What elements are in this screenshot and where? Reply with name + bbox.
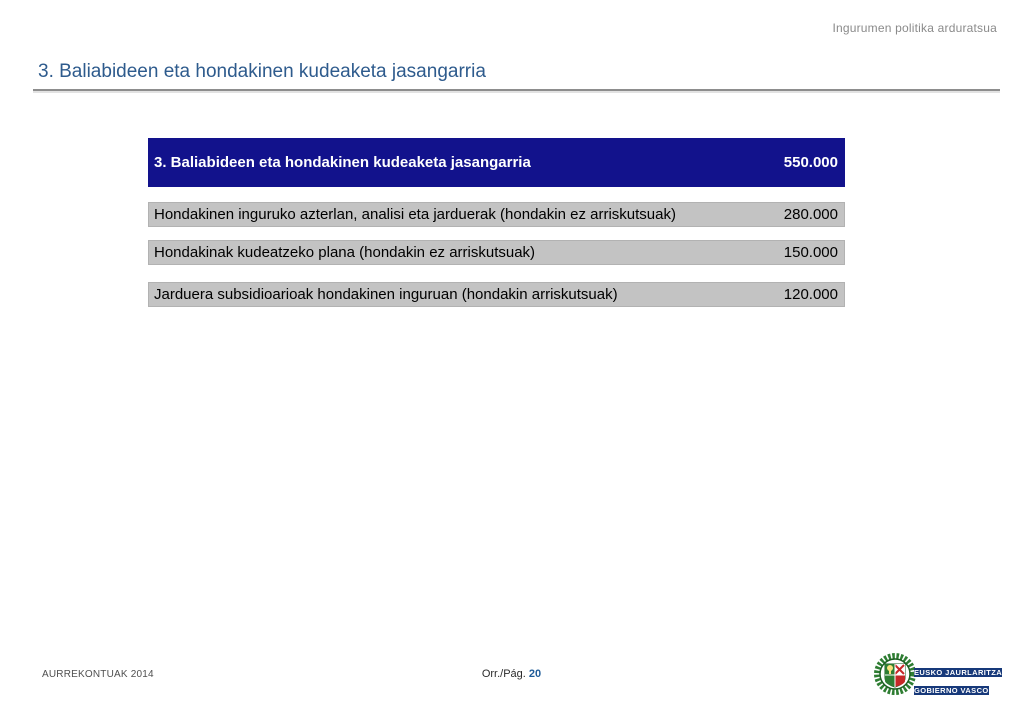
page-number: 20 xyxy=(528,668,542,680)
basque-government-logo xyxy=(873,650,1009,698)
row-label: Jarduera subsidioarioak hondakinen inguruan (hondakin arriskutsuak) xyxy=(154,286,618,303)
footer-document-name: AURREKONTUAK 2014 xyxy=(42,669,154,680)
page-number-label: Orr./Pág. xyxy=(481,668,526,680)
title-divider xyxy=(33,89,1000,93)
page-number-indicator xyxy=(0,668,1023,680)
logo-line-spanish: GOBIERNO VASCO xyxy=(914,686,989,695)
header-program-name: Ingurumen politika arduratsua xyxy=(832,21,997,35)
budget-table xyxy=(148,138,845,307)
row-value: 280.000 xyxy=(783,206,838,223)
table-header-label: 3. Baliabideen eta hondakinen kudeaketa jasangarria xyxy=(154,154,531,171)
basque-coat-of-arms-icon xyxy=(873,652,917,701)
logo-line-basque: EUSKO JAURLARITZA xyxy=(914,668,1003,677)
government-name-bars xyxy=(914,662,1009,698)
table-row xyxy=(148,240,845,265)
row-label: Hondakinak kudeatzeko plana (hondakin ez arriskutsuak) xyxy=(154,244,536,261)
table-header-value: 550.000 xyxy=(783,154,838,171)
row-value: 150.000 xyxy=(783,244,838,261)
page-title: 3. Baliabideen eta hondakinen kudeaketa jasangarria xyxy=(38,61,486,82)
row-value: 120.000 xyxy=(783,286,838,303)
table-row xyxy=(148,282,845,307)
row-label: Hondakinen inguruko azterlan, analisi eta jarduerak (hondakin ez arriskutsuak) xyxy=(154,206,676,223)
table-header-row xyxy=(148,138,845,187)
table-row xyxy=(148,202,845,227)
